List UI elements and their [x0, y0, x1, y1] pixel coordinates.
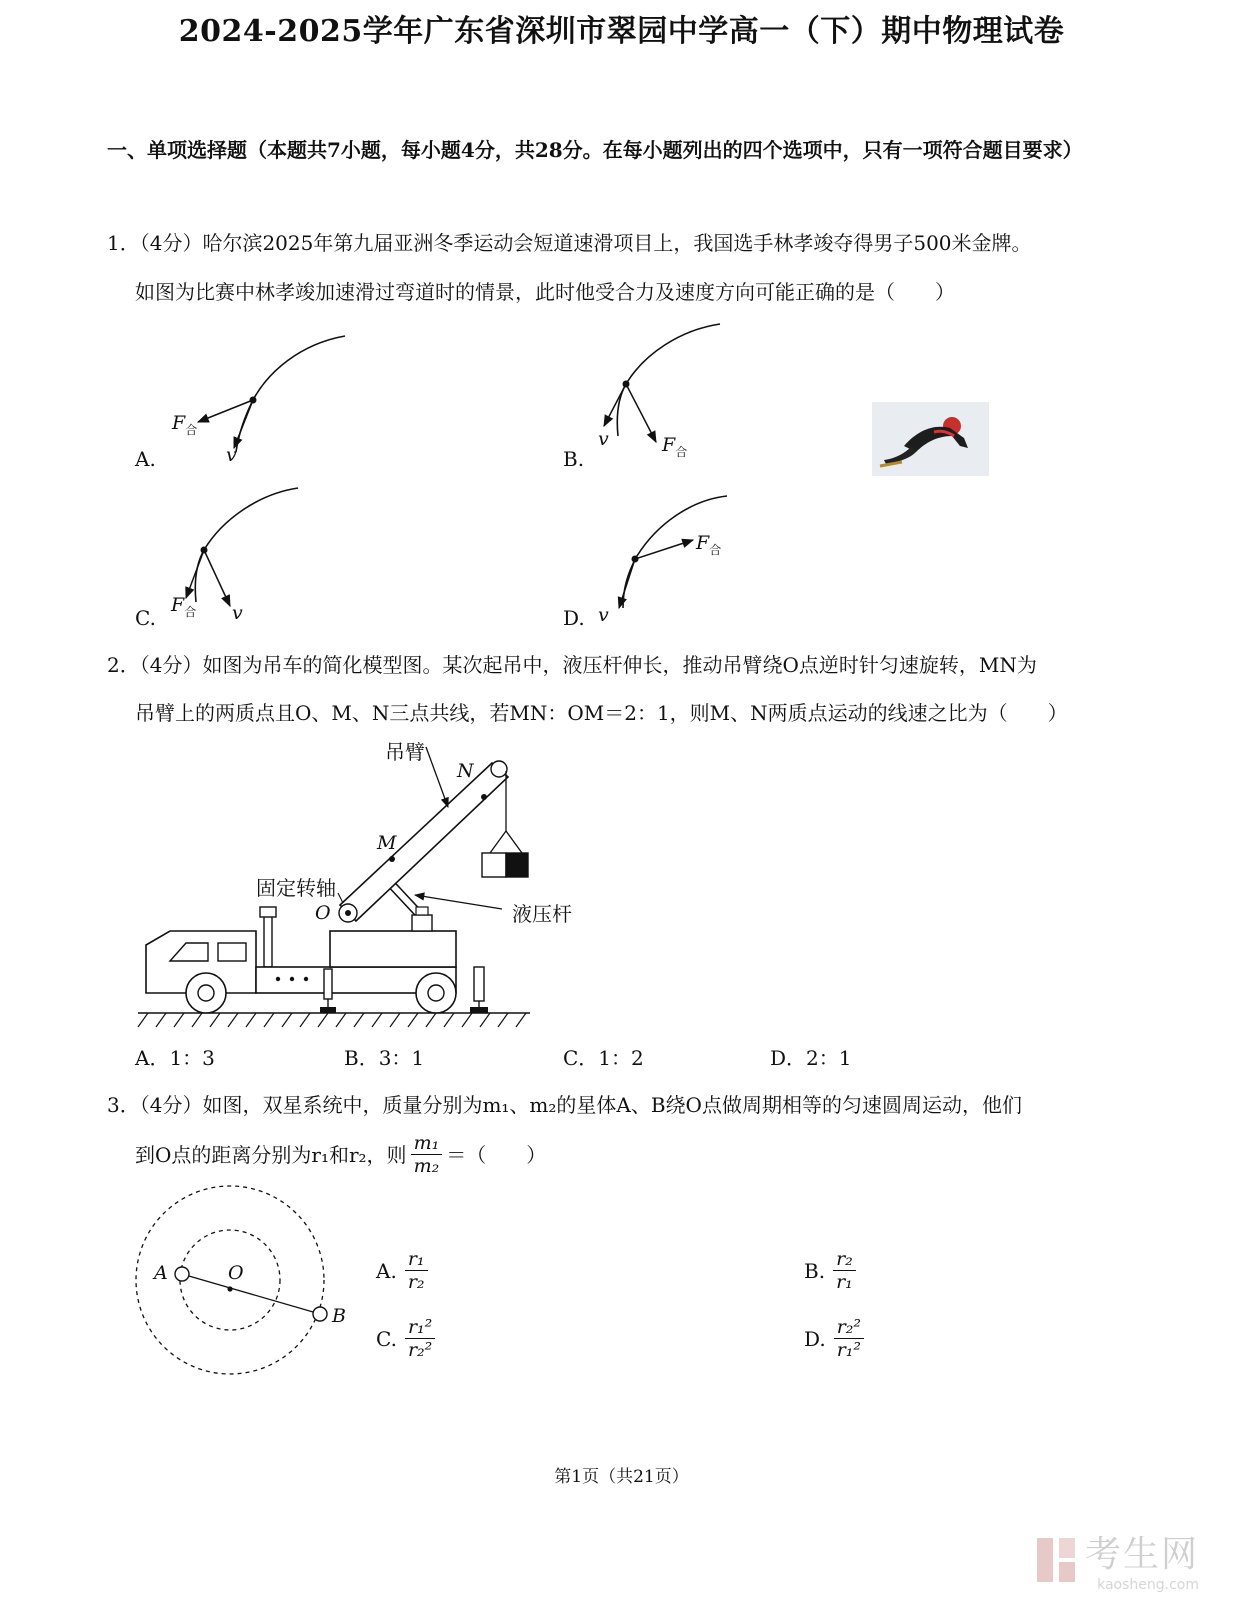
q2-option-b: B．3：1	[344, 1046, 425, 1070]
crane-arm-label: 吊臂	[385, 740, 425, 764]
q1-c-force-label: $F_合$	[171, 594, 197, 619]
question-2-line2: 吊臂上的两质点且O、M、N三点共线，若MN：OM＝2：1，则M、N两质点运动的线速之比为（ ）	[135, 701, 1068, 725]
crane-axis-label: 固定转轴	[256, 876, 336, 900]
question-2-line1: 2．（4分）如图为吊车的简化模型图。某次起吊中，液压杆伸长，推动吊臂绕O点逆时针匀速旋转，MN为	[107, 653, 1037, 677]
q1-d-force-label: $F_合$	[696, 532, 722, 557]
q1-b-velocity-label: v	[598, 428, 609, 450]
star-b-label: B	[332, 1305, 346, 1327]
q2-option-a: A．1：3	[135, 1046, 215, 1070]
q3-option-c: C. $\frac{\text{r₁²}}{\text{r₂²}}$	[376, 1316, 435, 1361]
crane-point-n: N	[457, 760, 474, 782]
q3-line2-prefix: 到O点的距离分别为r₁和r₂，则	[135, 1142, 407, 1167]
q1-a-velocity-label: v	[226, 444, 237, 466]
watermark: 考生网 kaosheng.com	[1035, 1526, 1199, 1593]
q1-d-velocity-label: v	[598, 604, 609, 626]
question-3-line1: 3．（4分）如图，双星系统中，质量分别为m₁、m₂的星体A、B绕O点做周期相等的匀速圆周运动，他们	[107, 1093, 1022, 1117]
page-footer: 第1页（共21页）	[554, 1467, 689, 1487]
skater-icon	[872, 402, 989, 476]
q1-c-velocity-label: v	[232, 602, 243, 624]
question-1-line1: 1．（4分）哈尔滨2025年第九届亚洲冬季运动会短道速滑项目上，我国选手林孝竣夺得男子500米金牌。	[107, 231, 1032, 255]
q1-option-d-label: D.	[563, 606, 585, 630]
q2-option-d: D．2：1	[770, 1046, 852, 1070]
star-a-label: A	[154, 1262, 168, 1284]
crane-figure	[130, 735, 600, 1035]
q3-mass-ratio: $\frac{\text{m₁}}{\text{m₂}}$	[411, 1132, 443, 1177]
q1-figure-a	[130, 330, 360, 475]
binary-star-figure	[130, 1185, 330, 1385]
q1-figure-b	[570, 316, 740, 466]
skater-photo	[872, 402, 989, 476]
q3-line2-suffix: ＝（ ）	[446, 1142, 547, 1167]
q2-option-c: C．1：2	[563, 1046, 644, 1070]
crane-point-m: M	[377, 832, 397, 854]
q3-option-b: B. $\frac{\text{r₂}}{\text{r₁}}$	[804, 1248, 856, 1293]
page-title: 2024-2025学年广东省深圳市翠园中学高一（下）期中物理试卷	[178, 14, 1065, 49]
q3-option-d: D. $\frac{\text{r₂²}}{\text{r₁²}}$	[804, 1316, 864, 1361]
q1-option-a-label: A.	[135, 447, 156, 471]
question-3-line2	[135, 1132, 1135, 1177]
question-1-line2: 如图为比赛中林孝竣加速滑过弯道时的情景，此时他受合力及速度方向可能正确的是（ ）	[135, 280, 955, 304]
crane-rod-label: 液压杆	[512, 902, 572, 926]
crane-point-o: O	[315, 902, 331, 924]
q1-a-force-label: $F_合$	[172, 412, 198, 437]
q1-option-b-label: B.	[563, 447, 585, 471]
q1-b-force-label: $F_合$	[662, 434, 688, 459]
center-o-label: O	[228, 1262, 244, 1284]
section-heading: 一、单项选择题（本题共7小题，每小题4分，共28分。在每小题列出的四个选项中，只有一项符合题目要求）	[107, 138, 1083, 162]
watermark-logo-icon	[1035, 1536, 1079, 1584]
q3-option-a: A. $\frac{\text{r₁}}{\text{r₂}}$	[376, 1248, 428, 1293]
q1-option-c-label: C.	[135, 606, 156, 630]
